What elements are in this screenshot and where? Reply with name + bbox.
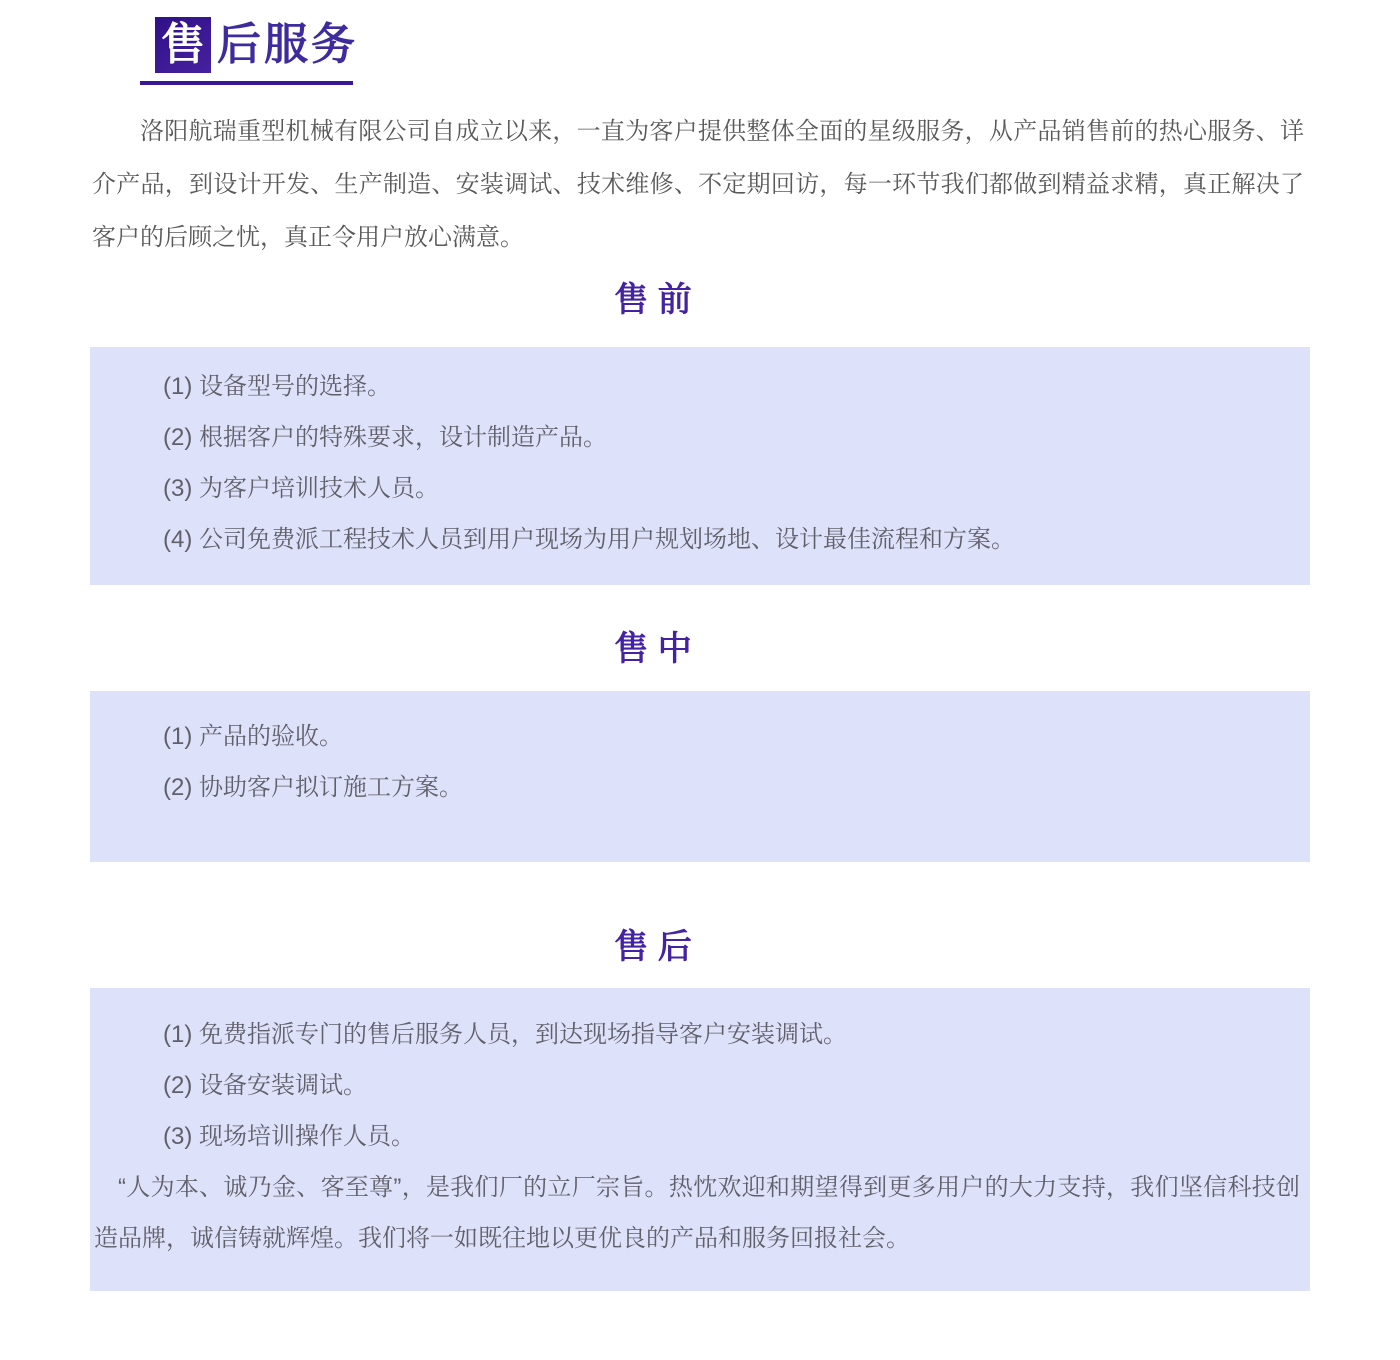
section-heading-midsale: 售 中: [614, 630, 692, 668]
closing-paragraph: “人为本、诚乃金、客至尊”，是我们厂的立厂宗旨。热忱欢迎和期望得到更多用户的大力支持，我们坚信科技创造品牌，诚信铸就辉煌。我们将一如既往地以更优良的产品和服务回报社会。: [94, 1174, 1300, 1252]
list-item: (1) 设备型号的选择。: [163, 373, 391, 400]
section-heading-aftersale: 售 后: [614, 928, 692, 966]
presale-panel: [90, 347, 1310, 585]
page-title-text: 后服务: [217, 20, 358, 69]
list-item: (1) 免费指派专门的售后服务人员，到达现场指导客户安装调试。: [163, 1021, 847, 1048]
page-header: [140, 17, 400, 85]
list-item: (2) 协助客户拟订施工方案。: [163, 774, 463, 801]
list-item: (2) 设备安装调试。: [163, 1072, 367, 1099]
list-item: (3) 为客户培训技术人员。: [163, 475, 439, 502]
title-boxed-char: 售: [155, 17, 211, 73]
list-item: (3) 现场培训操作人员。: [163, 1123, 415, 1150]
intro-paragraph: 洛阳航瑞重型机械有限公司自成立以来，一直为客户提供整体全面的星级服务，从产品销售前的热心服务、详介产品，到设计开发、生产制造、安装调试、技术维修、不定期回访，每一环节我们都做到精益求精，真正解决了客户的后顾之忧，真正令用户放心满意。: [92, 118, 1304, 251]
aftersale-panel: [90, 988, 1310, 1291]
title-underline: [140, 81, 353, 85]
list-item: (1) 产品的验收。: [163, 723, 343, 750]
page-title: [140, 17, 400, 73]
midsale-panel: [90, 691, 1310, 862]
list-item: (2) 根据客户的特殊要求，设计制造产品。: [163, 424, 607, 451]
section-heading-presale: 售 前: [614, 281, 692, 319]
list-item: (4) 公司免费派工程技术人员到用户现场为用户规划场地、设计最佳流程和方案。: [163, 526, 1015, 553]
